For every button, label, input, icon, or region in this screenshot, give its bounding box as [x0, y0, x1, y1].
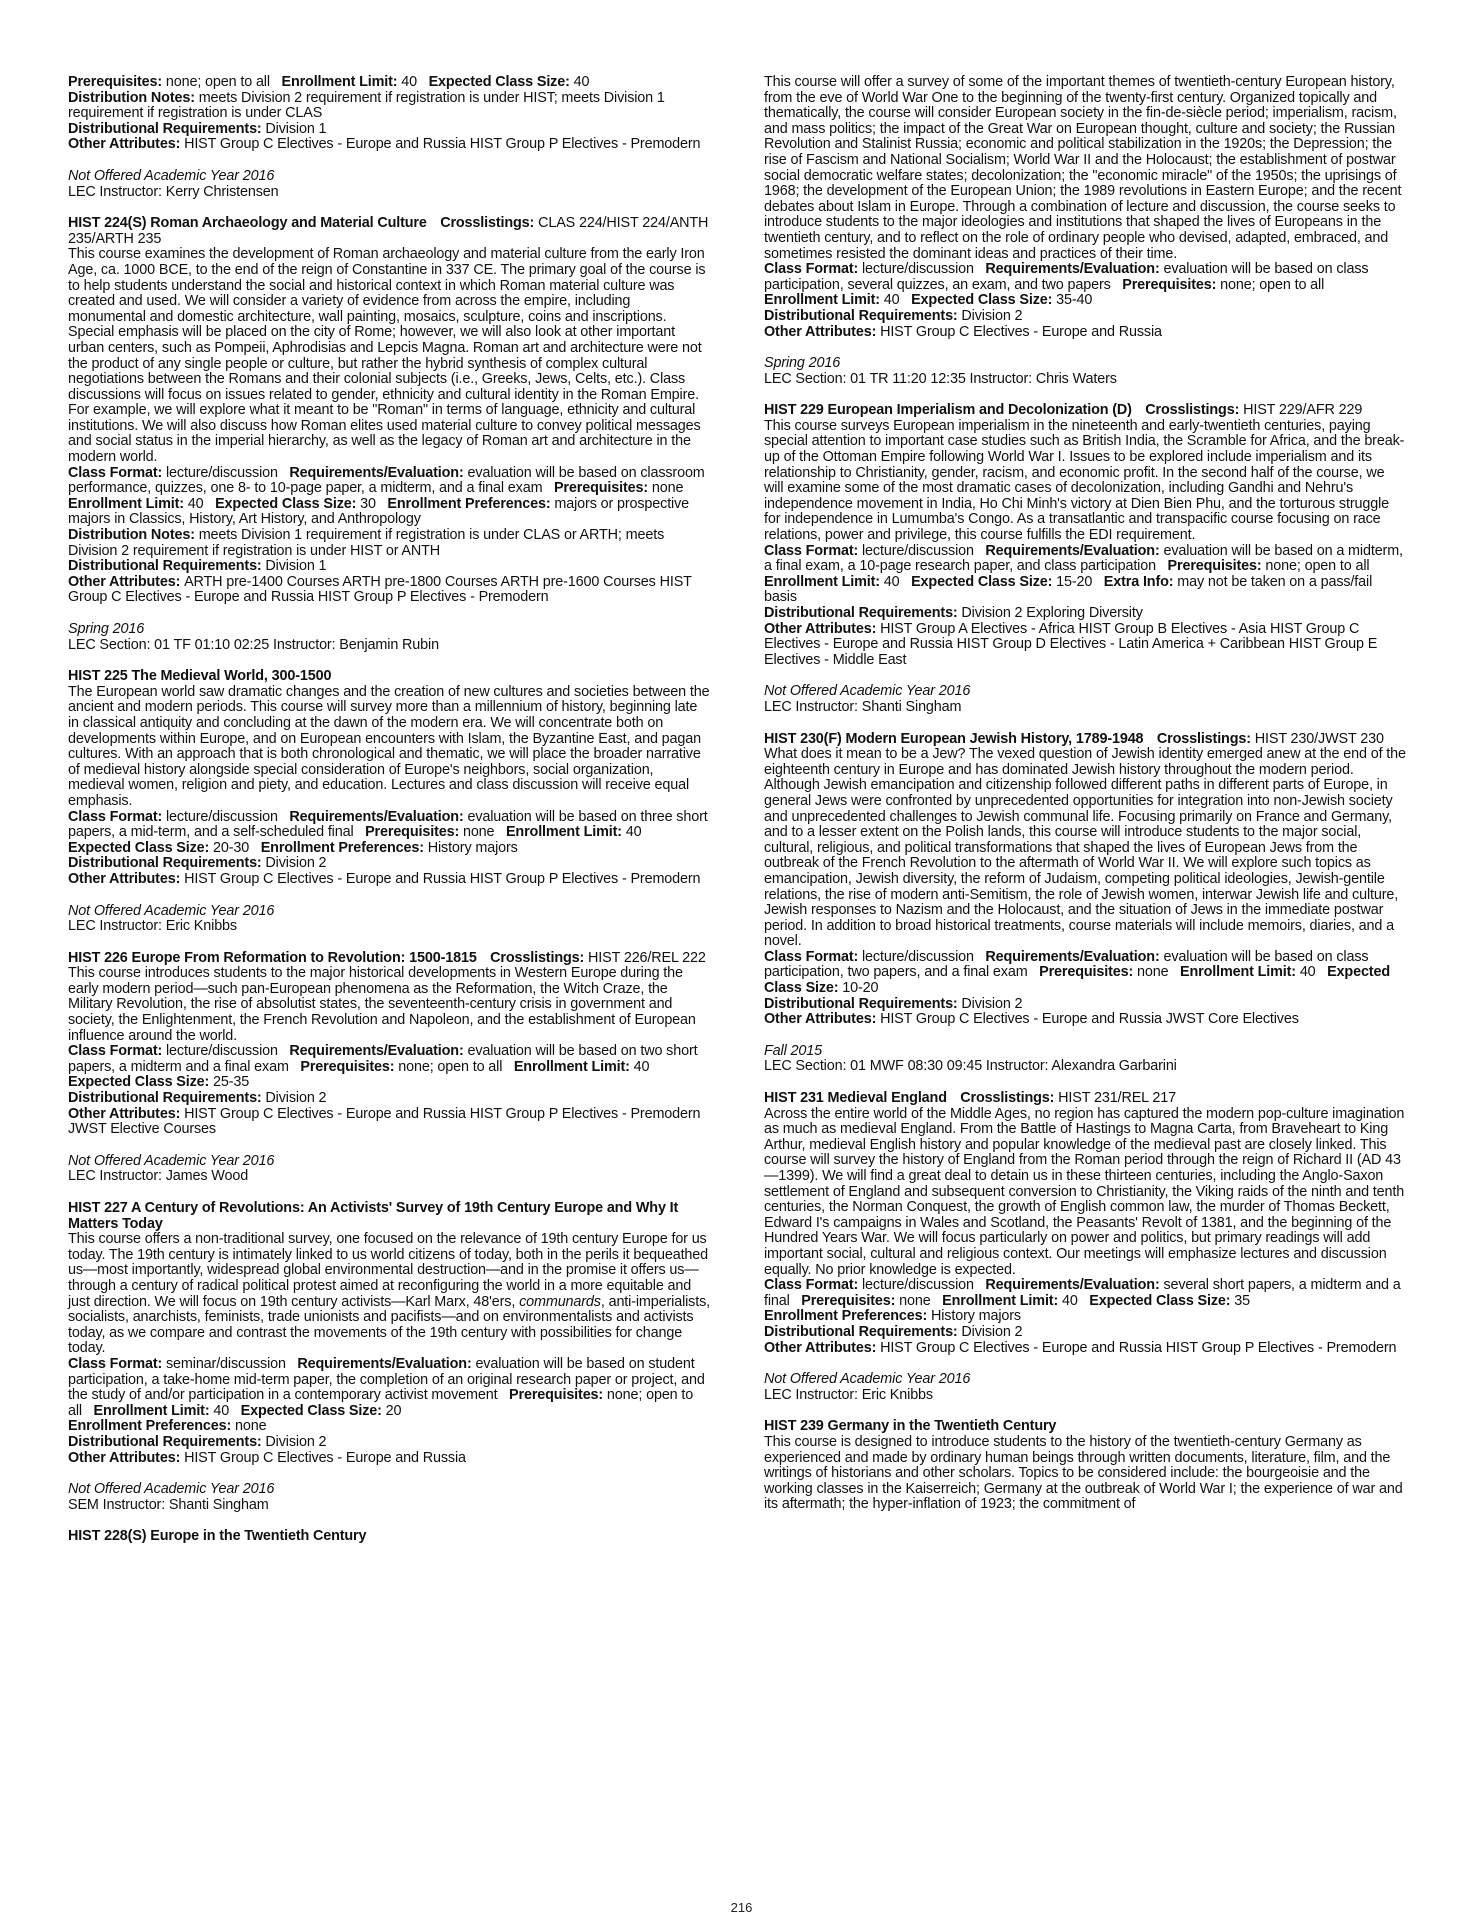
- class-format-label: Class Format:: [68, 807, 163, 825]
- section-instructor: LEC Section: 01 TF 01:10 02:25 Instructor: Benjamin Rubin: [68, 635, 439, 653]
- other-attributes-line: [68, 136, 711, 152]
- left-column: [68, 74, 711, 1544]
- prerequisites-label: Prerequisites:: [1039, 963, 1134, 981]
- distributional-requirements-value: Division 2: [265, 1089, 327, 1107]
- class-size-label: Expected Class Size:: [911, 572, 1053, 590]
- enrollment-preferences-line: [68, 1418, 711, 1434]
- distributional-requirements-line: [68, 855, 711, 871]
- other-attributes-label: Other Attributes:: [68, 869, 181, 887]
- course-title: HIST 228(S) Europe in the Twentieth Century: [68, 1527, 367, 1545]
- prerequisites-value: none: [651, 479, 684, 497]
- prerequisites-label: Prerequisites:: [68, 73, 163, 90]
- other-attributes-label: Other Attributes:: [68, 572, 181, 590]
- other-attributes-value: HIST Group C Electives - Europe and Russia HIST Group P Electives - Premodern: [184, 869, 701, 887]
- class-size-label: Expected Class Size:: [911, 291, 1053, 309]
- course-title: HIST 225 The Medieval World, 300-1500: [68, 667, 332, 685]
- class-format-value: seminar/discussion: [165, 1354, 286, 1372]
- distributional-requirements-label: Distributional Requirements:: [68, 854, 262, 872]
- term-label: Not Offered Academic Year 2016: [764, 1370, 971, 1388]
- class-size-label: Expected Class Size:: [764, 963, 1390, 997]
- course-title: HIST 239 Germany in the Twentieth Century: [764, 1417, 1057, 1435]
- other-attributes-line: [68, 1106, 711, 1137]
- requirements-value: evaluation will be based on classroom performance, quizzes, one 8- to 10-page paper, a midterm, and a final exam: [68, 463, 705, 497]
- requirements-value: evaluation will be based on class participation, several quizzes, an exam, and two papers: [764, 260, 1369, 293]
- other-attributes-line: [764, 1340, 1407, 1356]
- distribution-notes-label: Distribution Notes:: [68, 88, 195, 106]
- distributional-requirements-label: Distributional Requirements:: [764, 306, 958, 324]
- distributional-requirements-label: Distributional Requirements:: [764, 604, 958, 621]
- other-attributes-line: [68, 871, 711, 887]
- enrollment-info-line: [68, 74, 711, 90]
- term-label: Spring 2016: [764, 354, 841, 372]
- enrollment-preferences-value: majors or prospective majors in Classics, History, Art History, and Anthropology: [68, 494, 690, 528]
- enrollment-preferences-value: none: [234, 1417, 267, 1435]
- distributional-requirements-value: Division 2: [961, 994, 1023, 1012]
- section-instructor: LEC Instructor: Kerry Christensen: [68, 182, 279, 200]
- enrollment-limit-label: Enrollment Limit:: [93, 1401, 210, 1419]
- other-attributes-line: [764, 621, 1407, 668]
- distributional-requirements-value: Division 2 Exploring Diversity: [961, 604, 1143, 621]
- prerequisites-label: Prerequisites:: [1122, 275, 1217, 293]
- enrollment-limit-label: Enrollment Limit:: [505, 823, 622, 841]
- course-title-text: HIST 224(S) Roman Archaeology and Material Culture: [68, 214, 427, 232]
- distributional-requirements-value: Division 2: [265, 854, 327, 872]
- course-entry-previous: [68, 74, 711, 152]
- class-size-label: Expected Class Size:: [1089, 1291, 1231, 1309]
- other-attributes-value: HIST Group A Electives - Africa HIST Group B Electives - Asia HIST Group C Electives - Europe and Russia HIST Group D Electives - Latin America + Caribbean HIST Group E Electives - Middle East: [764, 619, 1378, 668]
- course-description: This course is designed to introduce students to the history of the twentieth-century Germany as experienced and made by ordinary human beings through written documents, literature, film, and the writings of historians and other scholars. Topics to be considered include: the bourgeoisie and the working classes in the Kaiserreich; Germany at the outbreak of World War I; the experience of war and its aftermath; the hyper-inflation of 1923; the commitment of: [764, 1432, 1403, 1513]
- distribution-notes-line: [68, 527, 711, 558]
- requirements-label: Requirements/Evaluation:: [289, 463, 464, 481]
- requirements-label: Requirements/Evaluation:: [985, 260, 1160, 278]
- prerequisites-label: Prerequisites:: [553, 479, 649, 497]
- class-size-value: 35-40: [1056, 291, 1093, 309]
- class-format-label: Class Format:: [764, 260, 859, 278]
- enrollment-limit-value: 40: [187, 494, 204, 512]
- class-size-label: Expected Class Size:: [68, 1073, 210, 1091]
- requirements-label: Requirements/Evaluation:: [985, 1276, 1160, 1294]
- class-size-value: 20: [385, 1401, 402, 1419]
- distributional-requirements-value: Division 2: [961, 306, 1023, 324]
- course-title-text: HIST 226 Europe From Reformation to Revolution: 1500-1815: [68, 948, 477, 966]
- section-instructor: LEC Instructor: Eric Knibbs: [764, 1385, 933, 1403]
- section-instructor: LEC Instructor: James Wood: [68, 1167, 249, 1185]
- enrollment-limit-label: Enrollment Limit:: [764, 572, 880, 590]
- enrollment-limit-label: Enrollment Limit:: [764, 291, 880, 309]
- class-format-value: lecture/discussion: [165, 807, 278, 825]
- prerequisites-value: none; open to all: [68, 1386, 694, 1419]
- class-size-label: Expected Class Size:: [68, 838, 210, 856]
- description-text: , anti-imperialists, socialists, anarchists, feminists, trade unionists and pacifists—and on environmentalists and activists today, as we compare and contrast the movements of the 19th century with possibilities for change today.: [68, 1292, 711, 1357]
- requirements-label: Requirements/Evaluation:: [985, 541, 1160, 559]
- requirements-label: Requirements/Evaluation:: [289, 1042, 464, 1060]
- class-format-label: Class Format:: [764, 947, 859, 965]
- distributional-requirements-value: Division 2: [265, 1432, 327, 1450]
- prerequisites-label: Prerequisites:: [365, 823, 460, 841]
- prerequisites-value: none: [462, 823, 495, 841]
- class-size-value: 35: [1234, 1291, 1251, 1309]
- class-format-value: lecture/discussion: [165, 463, 278, 481]
- class-format-label: Class Format:: [764, 1276, 859, 1294]
- class-size-value: 10-20: [842, 979, 879, 997]
- distributional-requirements-value: Division 1: [265, 119, 327, 137]
- distribution-notes-value: meets Division 1 requirement if registration is under CLAS or ARTH; meets Division 2 requirement if registration is under HIST or ANTH: [68, 526, 665, 559]
- class-size-value: 25-35: [213, 1073, 250, 1091]
- class-format-value: lecture/discussion: [861, 541, 974, 559]
- term-label: Not Offered Academic Year 2016: [68, 166, 275, 184]
- term-label: Not Offered Academic Year 2016: [68, 1151, 275, 1169]
- right-column: [764, 74, 1407, 1512]
- class-format-label: Class Format:: [68, 463, 163, 481]
- enrollment-limit-value: 40: [625, 823, 642, 841]
- requirements-label: Requirements/Evaluation:: [985, 947, 1160, 965]
- course-details: [764, 1277, 1407, 1308]
- course-details: [764, 949, 1407, 996]
- enrollment-limit-value: 40: [883, 572, 900, 590]
- course-entry-hist224: [68, 215, 711, 605]
- course-schedule: [764, 1371, 1407, 1402]
- prerequisites-label: Prerequisites:: [509, 1386, 604, 1404]
- course-title-text: HIST 230(F) Modern European Jewish History, 1789-1948: [764, 729, 1144, 747]
- class-format-value: lecture/discussion: [861, 1276, 974, 1294]
- course-entry-hist230: [764, 731, 1407, 1027]
- distributional-requirements-line: [764, 996, 1407, 1012]
- prerequisites-value: none; open to all: [165, 73, 270, 90]
- enrollment-limit-label: Enrollment Limit:: [942, 1291, 1059, 1309]
- course-description: The European world saw dramatic changes and the creation of new cultures and societies between the ancient and modern periods. This course will survey more than a millennium of history, beginning late in classical antiquity and concluding at the dawn of the modern era. We will concentrate both on developments within Europe, and on European encounters with Islam, the Byzantine East, and pagan cultures. With an approach that is both chronological and thematic, we will place the broader narrative of medieval history alongside special consideration of Europe's neighbors, social organization, medieval women, religion and piety, and education. Lectures and class discussion will receive equal emphasis.: [68, 682, 710, 809]
- course-title: [764, 402, 1407, 418]
- other-attributes-value: HIST Group C Electives - Europe and Russia HIST Group P Electives - Premodern: [184, 135, 701, 153]
- course-title: [68, 215, 711, 246]
- distributional-requirements-label: Distributional Requirements:: [68, 1089, 262, 1107]
- term-label: Spring 2016: [68, 620, 145, 637]
- other-attributes-label: Other Attributes:: [764, 1338, 877, 1356]
- class-format-label: Class Format:: [764, 541, 859, 559]
- extra-info-label: Extra Info:: [1103, 572, 1174, 590]
- enrollment-preferences-value: History majors: [427, 838, 518, 856]
- requirements-value: evaluation will be based on three short papers, a mid-term, and a self-scheduled final: [68, 807, 708, 841]
- enrollment-limit-label: Enrollment Limit:: [281, 73, 398, 90]
- class-format-value: lecture/discussion: [165, 1042, 278, 1060]
- course-entry-hist228-heading: [68, 1528, 711, 1544]
- enrollment-preferences-label: Enrollment Preferences:: [260, 838, 424, 856]
- course-title: [764, 1090, 1407, 1106]
- other-attributes-value: HIST Group C Electives - Europe and Russia HIST Group P Electives - Premodern: [880, 1338, 1397, 1356]
- distributional-requirements-value: Division 2: [961, 1322, 1023, 1340]
- course-schedule: [68, 1153, 711, 1184]
- prerequisites-value: none; open to all: [398, 1057, 503, 1075]
- section-instructor: LEC Section: 01 MWF 08:30 09:45 Instructor: Alexandra Garbarini: [764, 1057, 1177, 1075]
- other-attributes-line: [764, 1011, 1407, 1027]
- other-attributes-value: HIST Group C Electives - Europe and Russia JWST Core Electives: [880, 1010, 1299, 1028]
- distribution-notes-label: Distribution Notes:: [68, 526, 195, 544]
- enrollment-limit-value: 40: [883, 291, 900, 309]
- course-title-text: HIST 231 Medieval England: [764, 1089, 947, 1107]
- course-description: Across the entire world of the Middle Ages, no region has captured the modern pop-culture imagination as much as medieval England. From the Battle of Hastings to Magna Carta, from Braveheart to King Arthur, medieval English history and popular knowledge of the medieval past are closely linked. This course will survey the history of England from the Roman period through the reign of Richard II (AD 43—1399). We will find a great deal to detain us in these thirteen centuries, including the Anglo-Saxon settlement of England and subsequent conversion to Christianity, the Viking raids of the ninth and tenth centuries, the Norman Conquest, the growth of English common law, the murder of Thomas Beckett, Edward I's campaigns in Wales and Scotland, the Peasants' Revolt of 1381, and the beginning of the Hundred Years War. We will focus particularly on power and politics, but primary readings will add important social, cultural and religious context. Our meetings will emphasize lectures and discussion equally. No prior knowledge is expected.: [764, 1104, 1405, 1278]
- course-details: [68, 465, 711, 527]
- section-instructor: SEM Instructor: Shanti Singham: [68, 1495, 269, 1513]
- course-schedule: [68, 1481, 711, 1512]
- other-attributes-label: Other Attributes:: [68, 1448, 181, 1466]
- enrollment-preferences-label: Enrollment Preferences:: [68, 1417, 232, 1435]
- other-attributes-value: HIST Group C Electives - Europe and Russia: [184, 1448, 466, 1466]
- enrollment-preferences-label: Enrollment Preferences:: [764, 1307, 928, 1325]
- course-title: [68, 950, 711, 966]
- distributional-requirements-value: Division 1: [265, 557, 327, 575]
- distributional-requirements-line: [68, 121, 711, 137]
- course-description: [68, 1231, 711, 1356]
- other-attributes-value: HIST Group C Electives - Europe and Russia HIST Group P Electives - Premodern JWST Elective Courses: [68, 1104, 701, 1138]
- requirements-value: evaluation will be based on a midterm, a final exam, a 10-page research paper, and class participation: [764, 541, 1403, 575]
- other-attributes-line: [68, 1450, 711, 1466]
- requirements-value: evaluation will be based on two short papers, a midterm and a final exam: [68, 1042, 698, 1075]
- distributional-requirements-label: Distributional Requirements:: [68, 119, 262, 137]
- course-description: This course surveys European imperialism in the nineteenth and early-twentieth centuries, paying special attention to important case studies such as British India, the Scramble for Africa, and the break-up of the Ottoman Empire following World War I. Issues to be explored include imperialism and its relationship to Christianity, gender, racism, and economic profit. In the second half of the course, we will examine some of the most dramatic cases of decolonization, including Gandhi and Nehru's independence movement in India, Ho Chi Minh's victory at Dien Bien Phu, and the torturous struggle for independence in Lumumba's Congo. As a transatlantic and transpacific course focusing on race relations, power and privilege, this course fulfills the EDI requirement.: [764, 416, 1405, 544]
- class-format-value: lecture/discussion: [861, 260, 974, 278]
- course-schedule: [68, 168, 711, 199]
- class-format-value: lecture/discussion: [861, 947, 974, 965]
- term-label: Fall 2015: [764, 1041, 822, 1059]
- enrollment-preferences-line: [764, 1308, 1407, 1324]
- requirements-value: evaluation will be based on student participation, a take-home mid-term paper, the completion of an original research paper or project, and the study of and/or participation in a contemporary activist movement: [68, 1354, 705, 1404]
- prerequisites-value: none: [1136, 963, 1169, 981]
- course-schedule: [68, 621, 711, 652]
- enrollment-limit-value: 40: [401, 73, 418, 90]
- distributional-requirements-line: [68, 1090, 711, 1106]
- requirements-value: evaluation will be based on class participation, two papers, and a final exam: [764, 947, 1369, 981]
- course-entry-hist225: [68, 668, 711, 886]
- term-label: Not Offered Academic Year 2016: [68, 1480, 275, 1498]
- class-size-label: Expected Class Size:: [240, 1401, 382, 1419]
- crosslistings-label: Crosslistings:: [490, 948, 585, 966]
- distributional-requirements-line: [68, 1434, 711, 1450]
- course-entry-hist227: [68, 1200, 711, 1465]
- crosslistings-label: Crosslistings:: [1145, 401, 1240, 419]
- page-number: 216: [730, 1900, 753, 1915]
- enrollment-limit-value: 40: [633, 1057, 650, 1075]
- distributional-requirements-label: Distributional Requirements:: [68, 557, 262, 575]
- distributional-requirements-line: [68, 558, 711, 574]
- course-description: This course examines the development of Roman archaeology and material culture from the early Iron Age, ca. 1000 BCE, to the end of the reign of Constantine in 337 CE. The primary goal of the course is to help students understand the social and historical context in which Roman material culture was created and used. We will consider a variety of evidence from across the empire, including monumental and domestic architecture, wall painting, mosaics, sculpture, coins and inscriptions. Special emphasis will be placed on the city of Rome; however, we will also look at other important urban centers, such as Pompeii, Aphrodisias and Lepcis Magna. Roman art and architecture were not the product of any single people or culture, but rather the hybrid synthesis of complex cultural negotiations between the Romans and their colonial subjects (i.e., Greeks, Jews, Celts, etc.). Class discussions will focus on issues related to gender, ethnicity and cultural identity in the Roman Empire. For example, we will explore what it meant to be "Roman" in terms of language, ethnicity and cultural institutions. We will also discuss how Roman elites used material culture to convey political messages and social status in the imperial hierarchy, as well as the legacy of Roman art and architecture in the modern world.: [68, 245, 706, 466]
- course-schedule: [764, 355, 1407, 386]
- class-size-label: Expected Class Size:: [215, 494, 357, 512]
- course-description: What does it mean to be a Jew? The vexed question of Jewish identity emerged anew at the end of the eighteenth century in Europe and has dominated Jewish history throughout the modern period. Although Jewish emancipation and citizenship followed different paths in different parts of Europe, in general Jews were confronted by unprecedented opportunities for integration into non-Jewish society and unprecedented challenges to Jewish communal life. Focusing primarily on France and Germany, and to a lesser extent on the Polish lands, this course will introduce students to the major social, cultural, religious, and political transformations that shaped the lives of European Jews from the outbreak of the French Revolution to the aftermath of World War II. We will explore such topics as emancipation, Jewish diversity, the reform of Judaism, competing political ideologies, Jewish-gentile relations, the rise of modern anti-Semitism, the role of Jewish women, interwar Jewish life and culture, Jewish responses to Nazism and the Holocaust, and the situation of Jews in the immediate postwar period. In addition to broad historical treatments, course materials will include memoirs, diaries, and a novel.: [764, 745, 1406, 950]
- course-details: [68, 809, 711, 856]
- course-schedule: [764, 1043, 1407, 1074]
- class-size-value: 20-30: [213, 838, 250, 856]
- other-attributes-label: Other Attributes:: [68, 1104, 181, 1122]
- extra-info-value: may not be taken on a pass/fail basis: [764, 572, 1373, 606]
- course-entry-hist231: [764, 1090, 1407, 1355]
- course-entry-hist239: [764, 1418, 1407, 1512]
- class-format-label: Class Format:: [68, 1354, 163, 1372]
- distribution-notes-line: [68, 90, 711, 121]
- description-text: This course offers a non-traditional survey, one focused on the relevance of 19th century Europe for us today. The 19th century is intimately linked to us world citizens of today, both in the perils it bequeathed us—most importantly, widespread global environmental destruction—and in the promise it offers us—through a century of radical political protest aimed at reconfiguring the world in a more equitable and just direction. We will focus on 19th century activists—Karl Marx, 48'ers,: [68, 1230, 709, 1310]
- course-details: [68, 1043, 711, 1090]
- prerequisites-label: Prerequisites:: [1167, 557, 1262, 575]
- enrollment-limit-label: Enrollment Limit:: [68, 494, 184, 512]
- crosslistings-label: Crosslistings:: [1156, 729, 1251, 747]
- class-format-label: Class Format:: [68, 1042, 163, 1060]
- crosslistings-value: HIST 229/AFR 229: [1243, 401, 1363, 419]
- course-entry-hist228: [764, 74, 1407, 339]
- section-instructor: LEC Instructor: Shanti Singham: [764, 697, 962, 715]
- section-instructor: LEC Instructor: Eric Knibbs: [68, 917, 237, 935]
- other-attributes-value: HIST Group C Electives - Europe and Russia: [880, 322, 1162, 340]
- course-entry-hist229: [764, 402, 1407, 667]
- distributional-requirements-label: Distributional Requirements:: [764, 1322, 958, 1340]
- enrollment-limit-value: 40: [1061, 1291, 1078, 1309]
- other-attributes-label: Other Attributes:: [68, 135, 181, 153]
- term-label: Not Offered Academic Year 2016: [764, 682, 971, 700]
- other-attributes-line: [764, 324, 1407, 340]
- course-details: [68, 1356, 711, 1418]
- prerequisites-label: Prerequisites:: [300, 1057, 395, 1075]
- course-details: [764, 543, 1407, 605]
- requirements-label: Requirements/Evaluation:: [289, 807, 464, 825]
- prerequisites-value: none; open to all: [1220, 275, 1325, 293]
- other-attributes-line: [68, 574, 711, 605]
- enrollment-limit-value: 40: [1299, 963, 1316, 981]
- prerequisites-label: Prerequisites:: [801, 1291, 896, 1309]
- course-schedule: [764, 683, 1407, 714]
- course-schedule: [68, 903, 711, 934]
- section-instructor: LEC Section: 01 TR 11:20 12:35 Instructor: Chris Waters: [764, 369, 1117, 387]
- distributional-requirements-line: [764, 1324, 1407, 1340]
- distributional-requirements-label: Distributional Requirements:: [764, 994, 958, 1012]
- requirements-value: several short papers, a midterm and a final: [764, 1276, 1401, 1309]
- crosslistings-value: HIST 231/REL 217: [1058, 1089, 1176, 1107]
- course-description: This course will offer a survey of some of the important themes of twentieth-century European history, from the eve of World War One to the beginning of the twenty-first century. Organized topically and thematically, the course will consider European society in the fin-de-siècle period; imperialism, racism, and mass politics; the impact of the Great War on European thought, culture and society; the Russian Revolution and Stalinist Russia; economic and political stabilization in the 1920s; the Depression; the rise of Fascism and National Socialism; World War II and the Holocaust; the establishment of postwar social democratic welfare states; decolonization; the "economic miracle" of the 1950s; the uprisings of 1968; the development of the European Union; the 1989 revolutions in Eastern Europe; and the recent debates about Islam in Europe. Through a combination of lecture and discussion, the course seeks to introduce students to the major ideologies and institutions that shaped the lives of Europeans in the twentieth century, and to reflect on the role of ordinary people who devised, adapted, embraced, and sometimes resisted the dominant ideas and practices of their time.: [764, 73, 1402, 262]
- other-attributes-label: Other Attributes:: [764, 1010, 877, 1028]
- enrollment-preferences-label: Enrollment Preferences:: [387, 494, 551, 512]
- other-attributes-value: ARTH pre-1400 Courses ARTH pre-1800 Courses ARTH pre-1600 Courses HIST Group C Electives - Europe and Russia HIST Group P Electives - Premodern: [68, 572, 692, 606]
- course-title-text: HIST 229 European Imperialism and Decolonization (D): [764, 401, 1132, 419]
- enrollment-preferences-value: History majors: [930, 1307, 1021, 1325]
- class-size-label: Expected Class Size:: [428, 73, 570, 90]
- distributional-requirements-line: [764, 605, 1407, 621]
- enrollment-limit-value: 40: [213, 1401, 230, 1419]
- enrollment-limit-label: Enrollment Limit:: [513, 1057, 630, 1075]
- crosslistings-label: Crosslistings:: [440, 214, 535, 232]
- class-size-value: 30: [360, 494, 376, 512]
- enrollment-limit-label: Enrollment Limit:: [1180, 963, 1296, 981]
- term-label: Not Offered Academic Year 2016: [68, 901, 275, 919]
- class-size-value: 40: [573, 73, 590, 90]
- course-details: [764, 261, 1407, 308]
- crosslistings-value: HIST 230/JWST 230: [1254, 729, 1384, 747]
- prerequisites-value: none; open to all: [1265, 557, 1370, 575]
- other-attributes-label: Other Attributes:: [764, 619, 877, 637]
- course-title: [764, 731, 1407, 747]
- course-description: This course introduces students to the major historical developments in Western Europe during the early modern period—such pan-European phenomena as the Reformation, the Witch Craze, the Military Revolution, the rise of absolutist states, the seventeenth-century crisis in government and society, the Enlightenment, the French Revolution and Napoleon, and the establishment of European influence around the world.: [68, 964, 696, 1044]
- requirements-label: Requirements/Evaluation:: [297, 1354, 472, 1372]
- course-entry-hist226: [68, 950, 711, 1137]
- course-title: HIST 227 A Century of Revolutions: An Activists' Survey of 19th Century Europe and Why It Matters Today: [68, 1199, 679, 1232]
- distributional-requirements-line: [764, 308, 1407, 324]
- class-size-value: 15-20: [1056, 572, 1093, 590]
- other-attributes-label: Other Attributes:: [764, 322, 877, 340]
- prerequisites-value: none: [899, 1291, 931, 1309]
- distribution-notes-value: meets Division 2 requirement if registration is under HIST; meets Division 1 requirement if registration is under CLAS: [68, 88, 665, 122]
- description-emphasis: communards: [519, 1292, 601, 1310]
- distributional-requirements-label: Distributional Requirements:: [68, 1432, 262, 1450]
- crosslistings-value: HIST 226/REL 222: [588, 948, 706, 966]
- crosslistings-label: Crosslistings:: [960, 1089, 1055, 1107]
- crosslistings-value: CLAS 224/HIST 224/ANTH 235/ARTH 235: [68, 214, 709, 247]
